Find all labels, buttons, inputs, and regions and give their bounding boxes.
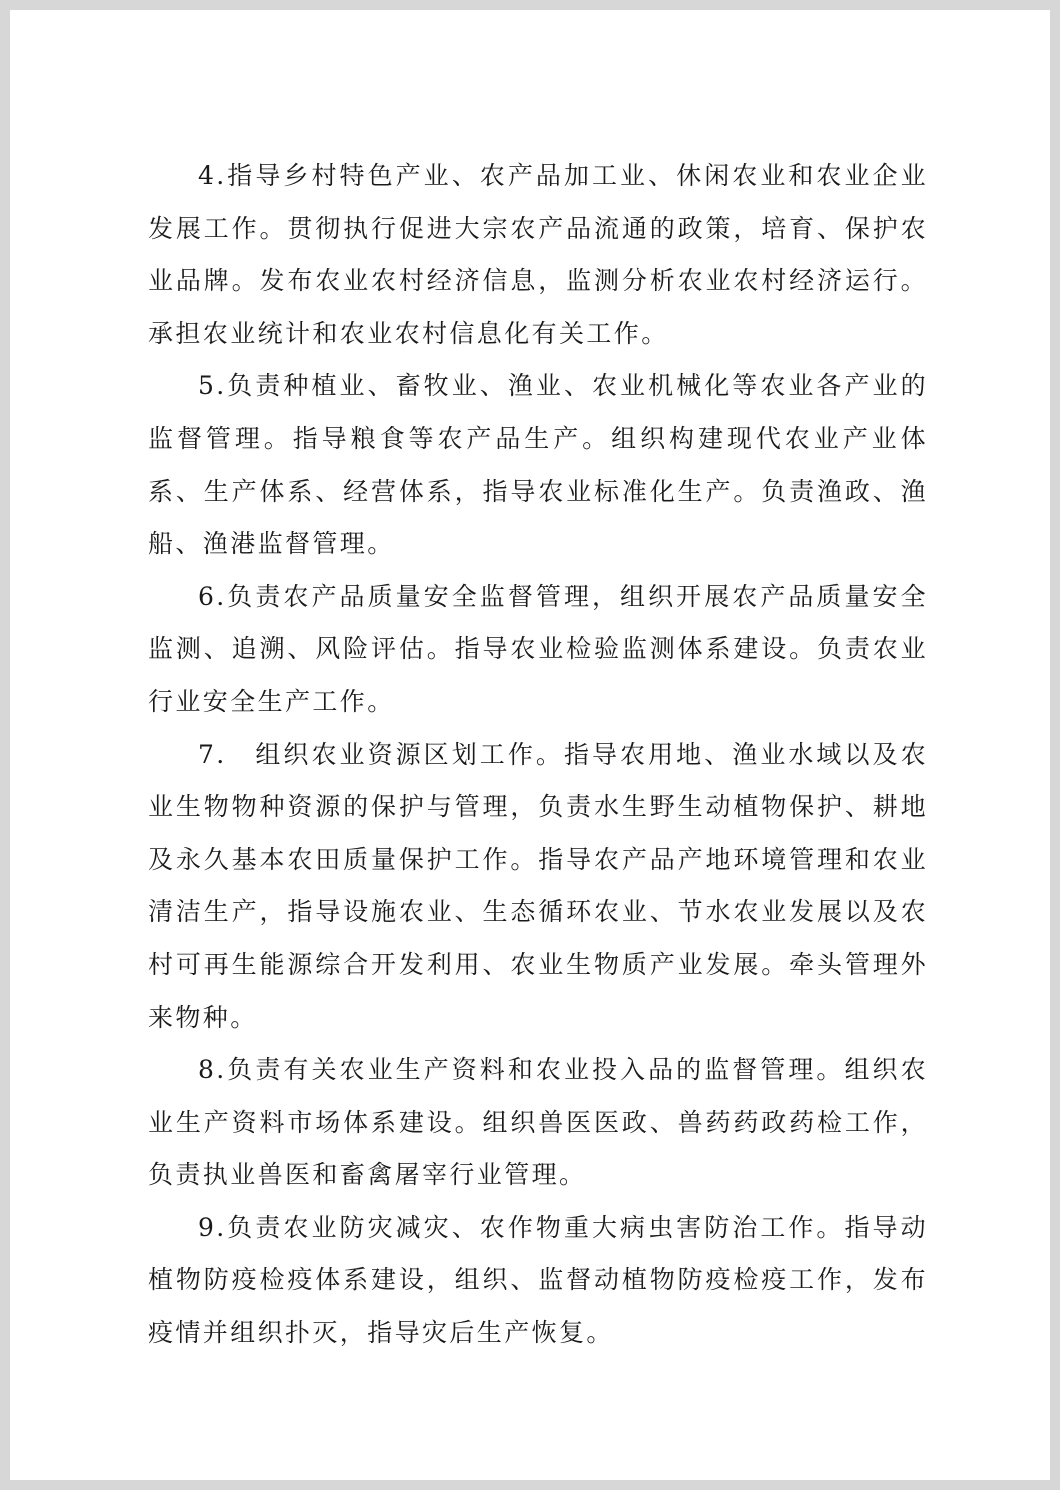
paragraph-item-9: 9.负责农业防灾减灾、农作物重大病虫害防治工作。指导动植物防疫检疫体系建设，组织、监督动植物防疫检疫工作，发布疫情并组织扑灭，指导灾后生产恢复。 — [148, 1212, 928, 1348]
document-body — [148, 150, 928, 1360]
paragraph-item-5: 5.负责种植业、畜牧业、渔业、农业机械化等农业各产业的监督管理。指导粮食等农产品生产。组织构建现代农业产业体系、生产体系、经营体系，指导农业标准化生产。负责渔政、渔船、渔港监督管理。 — [148, 371, 928, 559]
paragraph-item-4: 4.指导乡村特色产业、农产品加工业、休闲农业和农业企业发展工作。贯彻执行促进大宗农产品流通的政策，培育、保护农业品牌。发布农业农村经济信息，监测分析农业农村经济运行。承担农业统计和农业农村信息化有关工作。 — [148, 161, 928, 348]
paragraph-item-8: 8.负责有关农业生产资料和农业投入品的监督管理。组织农业生产资料市场体系建设。组织兽医医政、兽药药政药检工作，负责执业兽医和畜禽屠宰行业管理。 — [148, 1055, 928, 1190]
paragraph-item-7: 7. 组织农业资源区划工作。指导农用地、渔业水域以及农业生物物种资源的保护与管理，负责水生野生动植物保护、耕地及永久基本农田质量保护工作。指导农产品产地环境管理和农业清洁生产，指导设施农业、生态循环农业、节水农业发展以及农村可再生能源综合开发利用、农业生物质产业发展。牵头管理外来物种。 — [148, 739, 928, 1032]
paragraph-item-6: 6.负责农产品质量安全监督管理，组织开展农产品质量安全监测、追溯、风险评估。指导农业检验监测体系建设。负责农业行业安全生产工作。 — [148, 581, 928, 716]
